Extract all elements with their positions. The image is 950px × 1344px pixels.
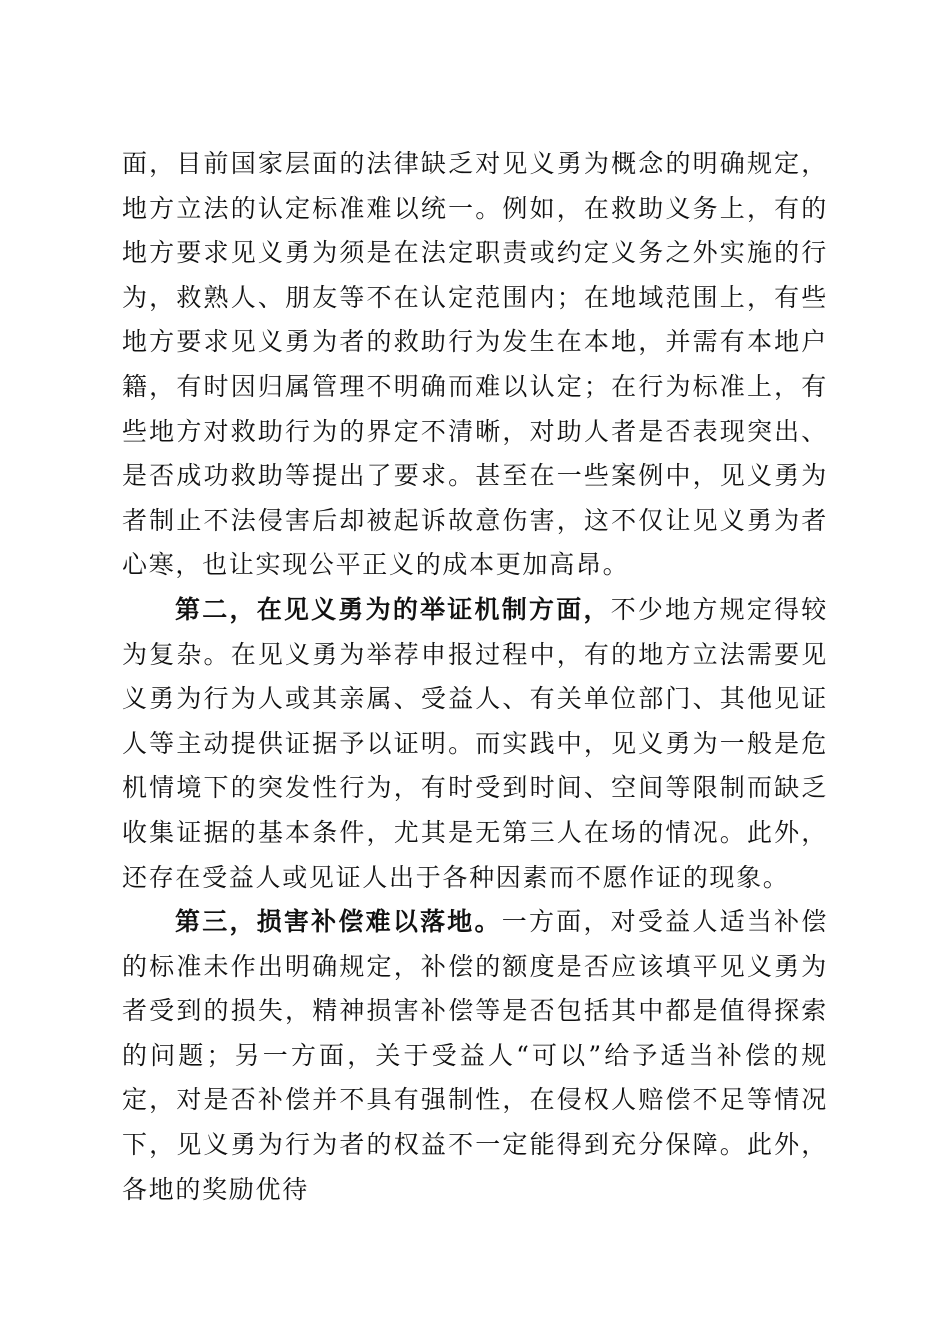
document-body bbox=[122, 142, 828, 1212]
paragraph-2-lead: 第二，在见义勇为的举证机制方面， bbox=[175, 594, 611, 624]
paragraph-3-lead: 第三，损害补偿难以落地。 bbox=[175, 907, 502, 937]
paragraph-2-text: 不少地方规定得较为复杂。在见义勇为举荐申报过程中，有的地方立法需要见义勇为行为人或其亲属、受益人、有关单位部门、其他见证人等主动提供证据予以证明。而实践中，见义勇为一般是危机情境下的突发性行为，有时受到时间、空间等限制而缺乏收集证据的基本条件，尤其是无第三人在场的情况。此外，还存在受益人或见证人出于各种因素而不愿作证的现象。 bbox=[122, 594, 828, 892]
paragraph-continuation bbox=[122, 142, 828, 588]
paragraph-1-text: 面，目前国家层面的法律缺乏对见义勇为概念的明确规定，地方立法的认定标准难以统一。例如，在救助义务上，有的地方要求见义勇为须是在法定职责或约定义务之外实施的行为，救熟人、朋友等不在认定范围内；在地域范围上，有些地方要求见义勇为者的救助行为发生在本地，并需有本地户籍，有时因归属管理不明确而难以认定；在行为标准上，有些地方对救助行为的界定不清晰，对助人者是否表现突出、是否成功救助等提出了要求。甚至在一些案例中，见义勇为者制止不法侵害后却被起诉故意伤害，这不仅让见义勇为者心寒，也让实现公平正义的成本更加高昂。 bbox=[122, 149, 828, 580]
paragraph-3-text: 一方面，对受益人适当补偿的标准未作出明确规定，补偿的额度是否应该填平见义勇为者受到的损失，精神损害补偿等是否包括其中都是值得探索的问题；另一方面，关于受益人“可以”给予适当补偿的规定，对是否补偿并不具有强制性，在侵权人赔偿不足等情况下，见义勇为行为者的权益不一定能得到充分保障。此外，各地的奖励优待 bbox=[122, 907, 828, 1204]
paragraph-second-point bbox=[122, 588, 828, 900]
paragraph-third-point bbox=[122, 900, 828, 1212]
